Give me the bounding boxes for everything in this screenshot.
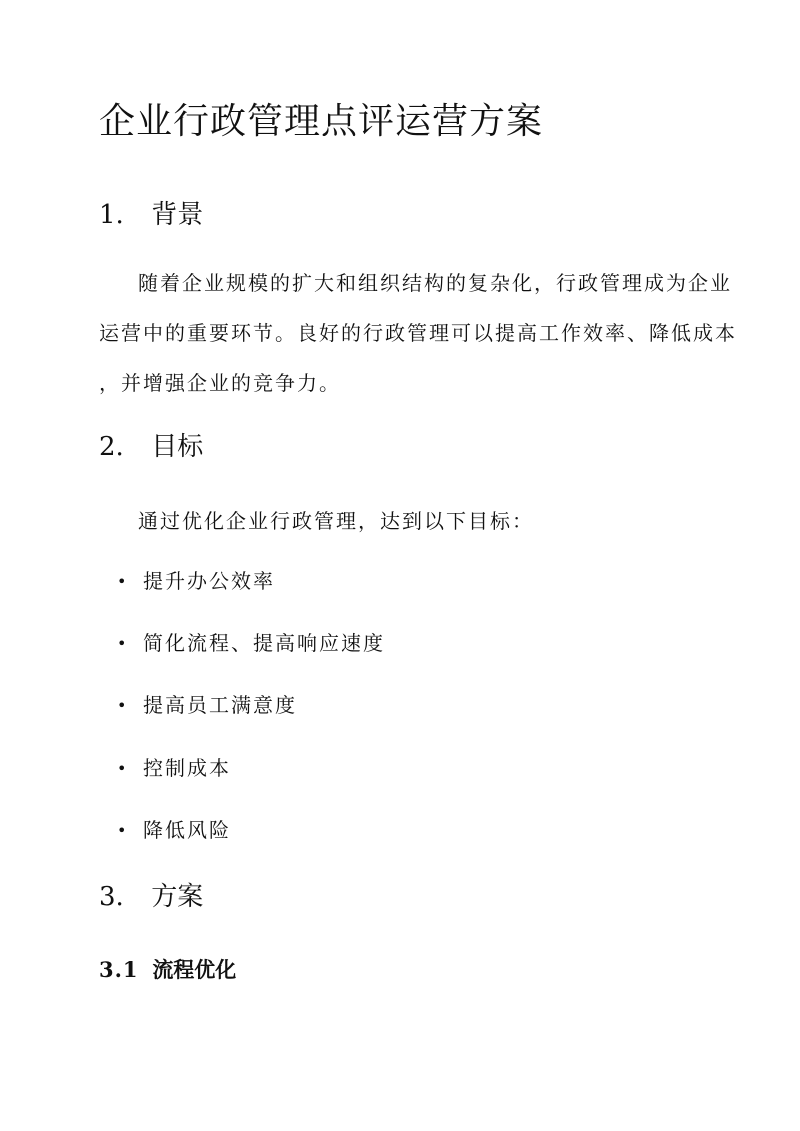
bullet-icon: • [117, 634, 129, 653]
section-title: 目标 [151, 432, 204, 462]
bullet-icon: • [117, 696, 129, 715]
section-number: 2. [99, 432, 124, 462]
list-item-text: 提高员工满意度 [143, 693, 297, 717]
list-item [117, 568, 275, 596]
subsection-number: 3.1 [99, 957, 139, 982]
section-heading-3 [99, 880, 203, 914]
section-title: 方案 [151, 882, 204, 912]
paragraph-line: 运营中的重要环节。良好的行政管理可以提高工作效率、降低成本 [99, 321, 737, 345]
list-item-text: 提升办公效率 [143, 569, 275, 593]
list-item [117, 755, 231, 783]
section-heading-1 [99, 198, 203, 232]
subsection-heading-3-1 [99, 956, 236, 984]
list-item [117, 630, 385, 658]
list-item [117, 817, 231, 845]
section-intro: 通过优化企业行政管理，达到以下目标： [138, 509, 534, 533]
bullet-icon: • [117, 821, 129, 840]
section-number: 3. [99, 882, 124, 912]
list-item-text: 控制成本 [143, 756, 231, 780]
paragraph-line: ，并增强企业的竞争力。 [99, 371, 341, 395]
page-title: 企业行政管理点评运营方案 [99, 101, 544, 142]
list-item-text: 降低风险 [143, 818, 231, 842]
section-heading-2 [99, 430, 203, 464]
paragraph-line: 随着企业规模的扩大和组织结构的复杂化，行政管理成为企业 [138, 271, 732, 295]
bullet-icon: • [117, 572, 129, 591]
bullet-icon: • [117, 759, 129, 778]
subsection-title: 流程优化 [152, 957, 237, 982]
list-item-text: 简化流程、提高响应速度 [143, 631, 385, 655]
section-number: 1. [99, 200, 124, 230]
section-title: 背景 [151, 200, 204, 230]
list-item [117, 692, 297, 720]
